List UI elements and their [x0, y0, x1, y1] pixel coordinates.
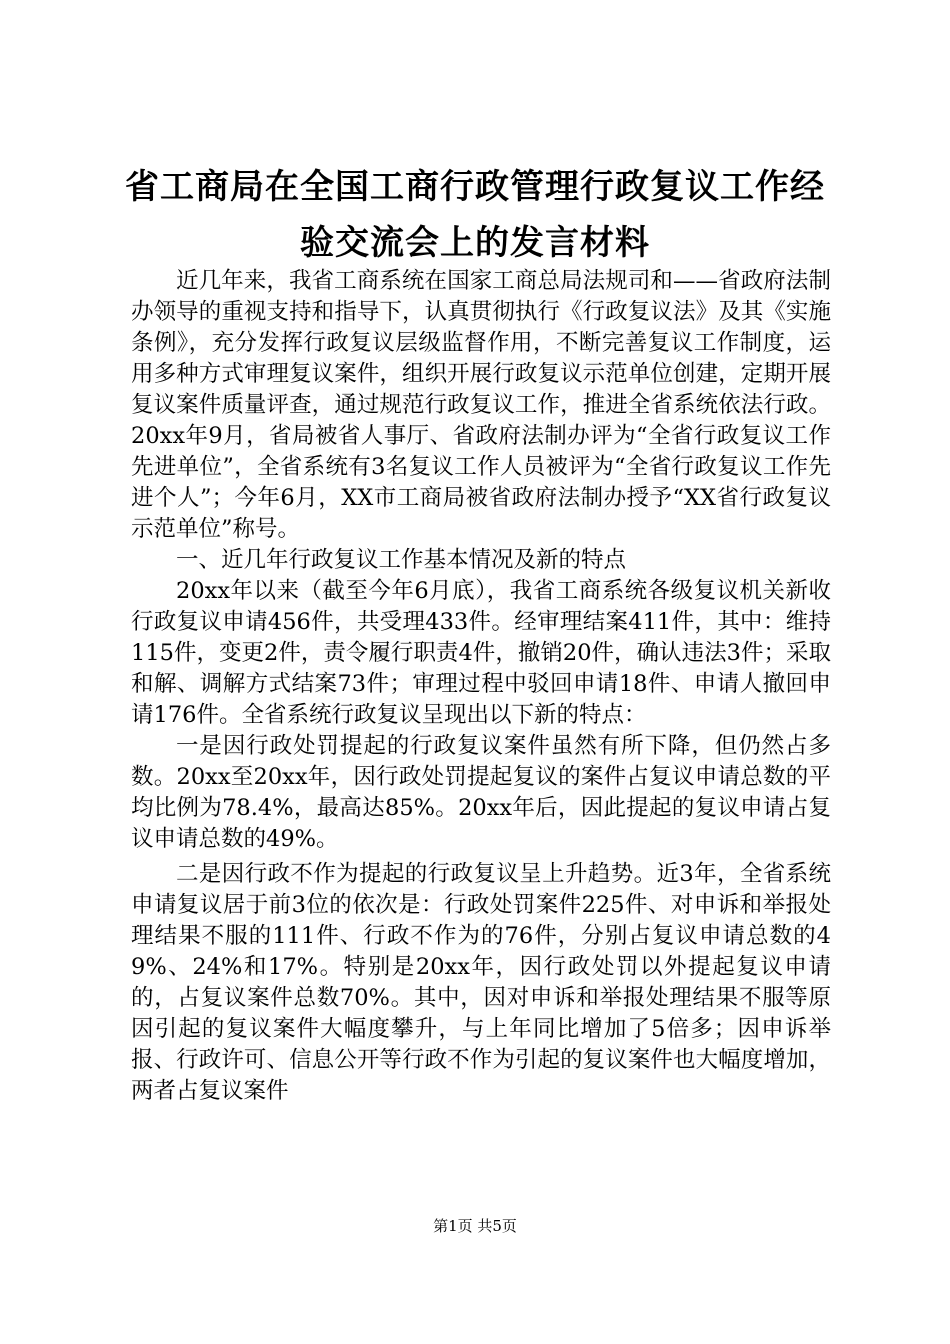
- document-title-line-2: 验交流会上的发言材料: [300, 223, 650, 263]
- paragraph-statistics: 20xx年以来（截至今年6月底），我省工商系统各级复议机关新收行政复议申请456件，共受理433件。经审理结案411件，其中：维持115件，变更2件，责令履行职责4件，撤销20件，确认违法3件；采取和解、调解方式结案73件；审理过程中驳回申请18件、申请人撤回申请176件。全省系统行政复议呈现出以下新的特点：: [131, 578, 831, 728]
- document-title-line-1: 省工商局在全国工商行政管理行政复议工作经: [125, 167, 825, 207]
- document-body: [131, 266, 831, 1107]
- section-heading: 一、近几年行政复议工作基本情况及新的特点: [176, 547, 627, 573]
- page-number-footer: 第1页 共5页: [433, 1217, 517, 1235]
- paragraph-intro: 近几年来，我省工商系统在国家工商总局法规司和——省政府法制办领导的重视支持和指导下，认真贯彻执行《行政复议法》及其《实施条例》，充分发挥行政复议层级监督作用，不断完善复议工作制度，运用多种方式审理复议案件，组织开展行政复议示范单位创建，定期开展复议案件质量评查，通过规范行政复议工作，推进全省系统依法行政。20xx年9月，省局被省人事厅、省政府法制办评为“全省行政复议工作先进单位”，全省系统有3名复议工作人员被评为“全省行政复议工作先进个人”；今年6月，XX市工商局被省政府法制办授予“XX省行政复议示范单位”称号。: [131, 268, 831, 542]
- paragraph-feature-1: 一是因行政处罚提起的行政复议案件虽然有所下降，但仍然占多数。20xx至20xx年，因行政处罚提起复议的案件占复议申请总数的平均比例为78.4%，最高达85%。20xx年后，因此提起的复议申请占复议申请总数的49%。: [131, 733, 831, 852]
- paragraph-feature-2: 二是因行政不作为提起的行政复议呈上升趋势。近3年，全省系统申请复议居于前3位的依次是：行政处罚案件225件、对申诉和举报处理结果不服的111件、行政不作为的76件，分别占复议申请总数的49%、24%和17%。特别是20xx年，因行政处罚以外提起复议申请的，占复议案件总数70%。其中，因对申诉和举报处理结果不服等原因引起的复议案件大幅度攀升，与上年同比增加了5倍多；因申诉举报、行政许可、信息公开等行政不作为引起的复议案件也大幅度增加，两者占复议案件: [131, 861, 831, 1104]
